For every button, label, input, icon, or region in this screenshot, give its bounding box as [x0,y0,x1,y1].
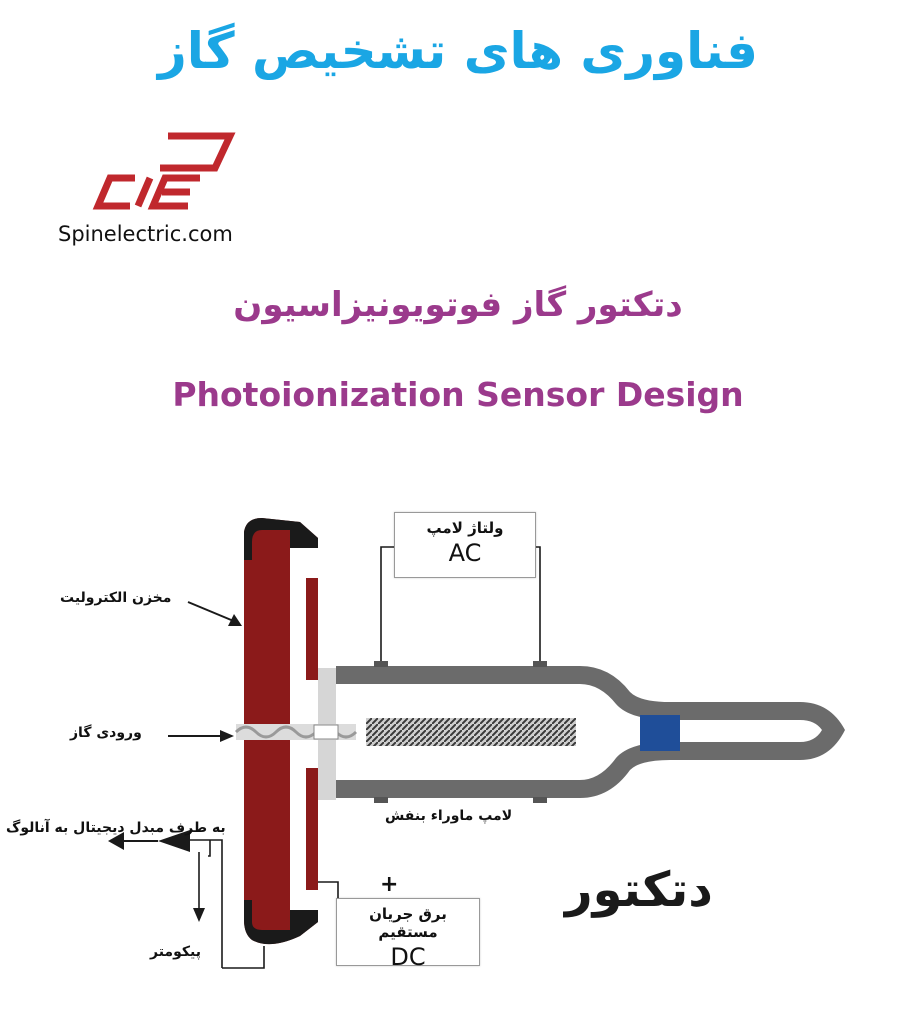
subtitle-english: Photoionization Sensor Design [172,375,744,414]
uv-lamp-label: لامپ ماوراء بنفش [385,808,513,824]
picometer-label: پیکومتر [150,944,201,960]
dc-power-title: برق جریان مستقیم [369,905,447,941]
adc-label: به طرف مبدل دیجیتال به آنالوگ [6,820,226,836]
lamp-voltage-box [394,512,536,578]
electrolyte-label: مخزن الکترولیت [60,590,172,606]
lamp-window [640,715,680,751]
top-electrode [306,578,318,680]
lamp-voltage-title: ولتاژ لامپ [426,519,504,537]
lamp-coil [366,718,576,746]
subtitle-persian: دتکتور گاز فوتویونیزاسیون [233,285,683,325]
lamp-voltage-value: AC [448,539,482,567]
site-url: Spinelectric.com [58,222,233,246]
page-title: فناوری های تشخیص گاز [157,22,759,80]
dc-power-box [336,898,480,971]
detector-label: دتکتور [565,862,713,918]
bottom-electrode [306,768,318,890]
picometer-arrow-icon [193,908,205,922]
gas-flow [236,724,356,740]
company-logo [90,128,250,218]
dc-power-value: DC [390,943,426,971]
gas-inlet-label: ورودی گاز [70,725,142,741]
plus-sign: + [380,872,399,897]
